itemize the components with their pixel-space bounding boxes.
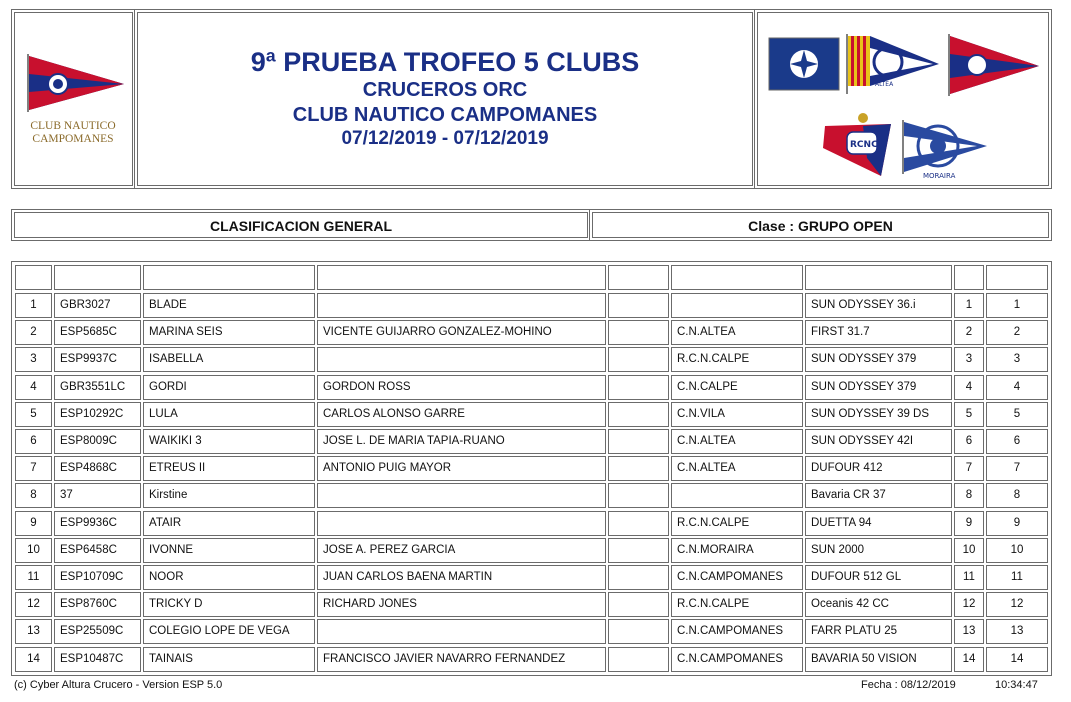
cell-sail-number: ESP8760C [54, 592, 141, 617]
cell-position: 1 [15, 293, 52, 318]
club-logo-panel [11, 9, 136, 189]
cell-boat-name: ISABELLA [143, 347, 315, 372]
cell-position: 4 [15, 375, 52, 400]
cell-blank [608, 647, 669, 672]
cell-score-b: 4 [986, 375, 1048, 400]
cell-skipper: VICENTE GUIJARRO GONZALEZ-MOHINO [317, 320, 606, 345]
cell-blank [608, 592, 669, 617]
cell-blank [608, 347, 669, 372]
cell-blank [608, 456, 669, 481]
cell-skipper: JOSE L. DE MARIA TAPIA-RUANO [317, 429, 606, 454]
cell-model: FARR PLATU 25 [805, 619, 952, 644]
cell-position: 2 [15, 320, 52, 345]
cell-position: 10 [15, 538, 52, 563]
cell-model: BAVARIA 50 VISION [805, 647, 952, 672]
club-flags-panel [754, 9, 1052, 189]
section-title-panel [11, 209, 591, 241]
cell-position: 9 [15, 511, 52, 536]
footer-time: 10:34:47 [995, 679, 1038, 691]
cell-model: SUN ODYSSEY 42I [805, 429, 952, 454]
cell-club: C.N.ALTEA [671, 320, 803, 345]
cell-boat-name: IVONNE [143, 538, 315, 563]
cell-position: 8 [15, 483, 52, 508]
cell-blank [608, 320, 669, 345]
cell-position: 14 [15, 647, 52, 672]
club-logo-line1: CLUB NAUTICO [30, 120, 116, 132]
cell-score-a [954, 265, 984, 290]
cell-score-a: 7 [954, 456, 984, 481]
cell-model: SUN ODYSSEY 379 [805, 347, 952, 372]
page-title: 9ª PRUEBA TROFEO 5 CLUBS [250, 47, 640, 77]
cell-skipper [317, 619, 606, 644]
cell-sail-number: ESP10292C [54, 402, 141, 427]
cell-boat-name: TAINAIS [143, 647, 315, 672]
cell-boat-name: LULA [143, 402, 315, 427]
cell-club: C.N.ALTEA [671, 456, 803, 481]
cell-skipper [317, 483, 606, 508]
cell-model: Bavaria CR 37 [805, 483, 952, 508]
cell-club: C.N.VILA [671, 402, 803, 427]
cell-boat-name: MARINA SEIS [143, 320, 315, 345]
cell-score-a: 4 [954, 375, 984, 400]
cell-position: 13 [15, 619, 52, 644]
cell-club: C.N.ALTEA [671, 429, 803, 454]
cell-model: SUN ODYSSEY 39 DS [805, 402, 952, 427]
club-logo-line2: CAMPOMANES [32, 133, 114, 145]
cell-score-a: 12 [954, 592, 984, 617]
cell-boat-name: WAIKIKI 3 [143, 429, 315, 454]
cell-score-a: 3 [954, 347, 984, 372]
cell-skipper [317, 265, 606, 290]
cell-score-a: 9 [954, 511, 984, 536]
cell-model: DUFOUR 412 [805, 456, 952, 481]
cell-blank [608, 538, 669, 563]
cell-score-a: 11 [954, 565, 984, 590]
cell-score-a: 10 [954, 538, 984, 563]
cell-model: Oceanis 42 CC [805, 592, 952, 617]
cell-sail-number: ESP8009C [54, 429, 141, 454]
moraira-flag-label: MORAIRA [923, 172, 956, 178]
cell-sail-number [54, 265, 141, 290]
cell-score-b: 2 [986, 320, 1048, 345]
cell-score-a: 8 [954, 483, 984, 508]
cell-position [15, 265, 52, 290]
cell-skipper: RICHARD JONES [317, 592, 606, 617]
cell-boat-name [143, 265, 315, 290]
altea-flag-label: ALTEA [875, 81, 894, 88]
cell-model: DUETTA 94 [805, 511, 952, 536]
cell-position: 5 [15, 402, 52, 427]
cell-boat-name: ETREUS II [143, 456, 315, 481]
cell-blank [608, 293, 669, 318]
cell-club: C.N.MORAIRA [671, 538, 803, 563]
cell-score-b: 5 [986, 402, 1048, 427]
cell-club: C.N.CALPE [671, 375, 803, 400]
cell-score-a: 13 [954, 619, 984, 644]
cell-blank [608, 619, 669, 644]
cell-model: FIRST 31.7 [805, 320, 952, 345]
cell-score-b: 11 [986, 565, 1048, 590]
cell-club: R.C.N.CALPE [671, 592, 803, 617]
cell-club: C.N.CAMPOMANES [671, 565, 803, 590]
cell-boat-name: GORDI [143, 375, 315, 400]
title-panel [134, 9, 756, 189]
cell-position: 6 [15, 429, 52, 454]
cell-boat-name: BLADE [143, 293, 315, 318]
club-burgee-icon [20, 52, 128, 112]
cell-skipper: CARLOS ALONSO GARRE [317, 402, 606, 427]
cell-boat-name: COLEGIO LOPE DE VEGA [143, 619, 315, 644]
cell-boat-name: Kirstine [143, 483, 315, 508]
page-subtitle-class: CRUCEROS ORC [362, 79, 528, 101]
cell-skipper [317, 293, 606, 318]
cell-score-a: 14 [954, 647, 984, 672]
cell-score-b: 9 [986, 511, 1048, 536]
cell-position: 12 [15, 592, 52, 617]
cell-skipper: FRANCISCO JAVIER NAVARRO FERNANDEZ [317, 647, 606, 672]
cell-club: R.C.N.CALPE [671, 511, 803, 536]
cell-boat-name: TRICKY D [143, 592, 315, 617]
cell-sail-number: ESP6458C [54, 538, 141, 563]
footer-copyright: (c) Cyber Altura Crucero - Version ESP 5.0 [14, 679, 223, 691]
cell-score-b [986, 265, 1048, 290]
cell-club [671, 265, 803, 290]
cell-score-b: 14 [986, 647, 1048, 672]
cell-skipper: JOSE A. PEREZ GARCIA [317, 538, 606, 563]
cell-model: SUN ODYSSEY 379 [805, 375, 952, 400]
class-title: Clase : GRUPO OPEN [748, 218, 893, 234]
cell-sail-number: ESP4868C [54, 456, 141, 481]
cell-sail-number: ESP25509C [54, 619, 141, 644]
cell-blank [608, 265, 669, 290]
cell-club: R.C.N.CALPE [671, 347, 803, 372]
cell-score-b: 10 [986, 538, 1048, 563]
cell-sail-number: ESP9937C [54, 347, 141, 372]
cell-boat-name: ATAIR [143, 511, 315, 536]
cell-skipper: GORDON ROSS [317, 375, 606, 400]
cell-model: SUN ODYSSEY 36.i [805, 293, 952, 318]
footer-date: Fecha : 08/12/2019 [861, 679, 956, 691]
cell-score-b: 8 [986, 483, 1048, 508]
cell-score-b: 7 [986, 456, 1048, 481]
cell-blank [608, 375, 669, 400]
cell-skipper [317, 511, 606, 536]
cell-club: C.N.CAMPOMANES [671, 647, 803, 672]
cell-blank [608, 565, 669, 590]
cell-model: DUFOUR 512 GL [805, 565, 952, 590]
cell-score-a: 2 [954, 320, 984, 345]
club-flags-icon [763, 28, 1045, 178]
cell-score-b: 3 [986, 347, 1048, 372]
cell-sail-number: ESP5685C [54, 320, 141, 345]
cell-blank [608, 402, 669, 427]
page-dates: 07/12/2019 - 07/12/2019 [341, 128, 549, 149]
class-title-panel [589, 209, 1052, 241]
cell-sail-number: ESP9936C [54, 511, 141, 536]
cell-position: 7 [15, 456, 52, 481]
cell-sail-number: 37 [54, 483, 141, 508]
cell-position: 3 [15, 347, 52, 372]
cell-club [671, 293, 803, 318]
cell-sail-number: ESP10487C [54, 647, 141, 672]
cell-score-a: 5 [954, 402, 984, 427]
cell-skipper [317, 347, 606, 372]
cell-model: SUN 2000 [805, 538, 952, 563]
cell-blank [608, 483, 669, 508]
svg-text:RCNC: RCNC [850, 140, 878, 150]
cell-score-b: 6 [986, 429, 1048, 454]
cell-sail-number: GBR3027 [54, 293, 141, 318]
cell-blank [608, 429, 669, 454]
club-logo-text [12, 120, 134, 146]
page-subtitle-club: CLUB NAUTICO CAMPOMANES [292, 104, 598, 126]
cell-blank [608, 511, 669, 536]
cell-score-a: 6 [954, 429, 984, 454]
cell-score-b: 1 [986, 293, 1048, 318]
cell-score-a: 1 [954, 293, 984, 318]
title-block [135, 46, 755, 151]
cell-club [671, 483, 803, 508]
cell-score-b: 12 [986, 592, 1048, 617]
cell-sail-number: GBR3551LC [54, 375, 141, 400]
cell-position: 11 [15, 565, 52, 590]
cell-boat-name: NOOR [143, 565, 315, 590]
cell-skipper: ANTONIO PUIG MAYOR [317, 456, 606, 481]
cell-club: C.N.CAMPOMANES [671, 619, 803, 644]
cell-model [805, 265, 952, 290]
section-title: CLASIFICACION GENERAL [210, 218, 392, 234]
cell-sail-number: ESP10709C [54, 565, 141, 590]
cell-skipper: JUAN CARLOS BAENA MARTIN [317, 565, 606, 590]
cell-score-b: 13 [986, 619, 1048, 644]
